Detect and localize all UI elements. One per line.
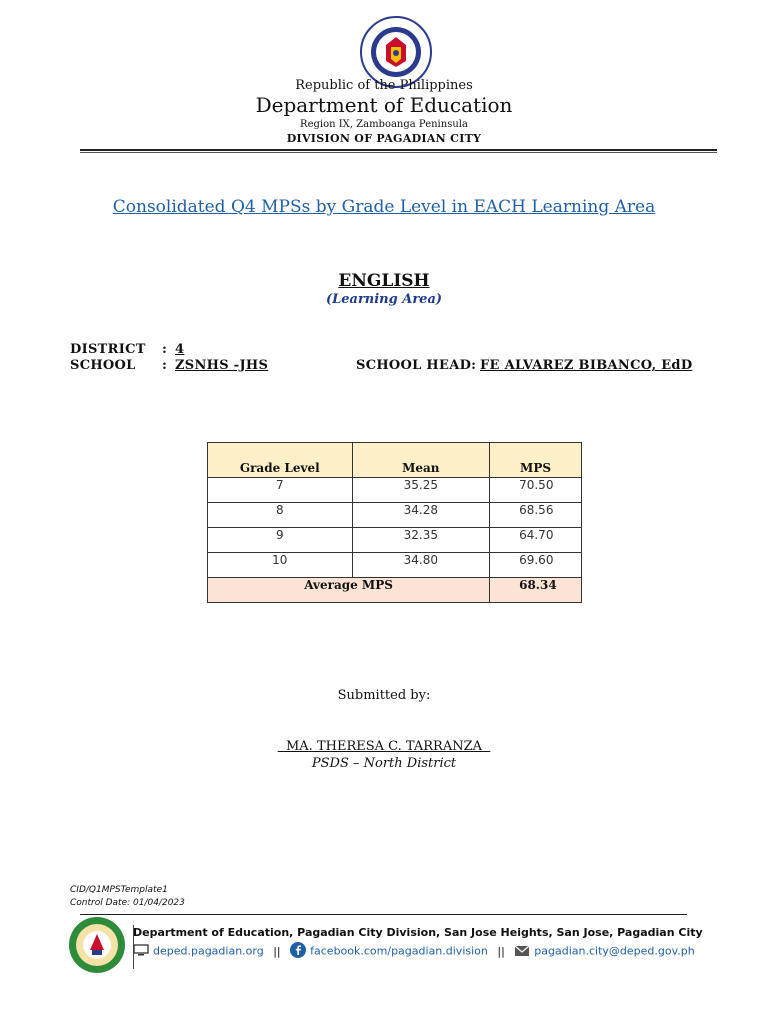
- facebook-link[interactable]: facebook.com/pagadian.division: [310, 944, 488, 958]
- cell-grade: 9: [208, 528, 353, 553]
- school-colon: :: [162, 358, 168, 373]
- learning-area-caption: (Learning Area): [325, 292, 443, 307]
- header-mps: MPS: [490, 443, 582, 478]
- cell-mean: 34.80: [352, 553, 490, 578]
- cell-grade: 10: [208, 553, 353, 578]
- average-mps-value: 68.34: [490, 578, 582, 603]
- header-divider-thin: [80, 152, 717, 153]
- footer-divider: [80, 914, 687, 915]
- cell-mean: 35.25: [352, 478, 490, 503]
- school-head-value: FE ALVAREZ BIBANCO, EdD: [480, 358, 693, 373]
- learning-area-name: ENGLISH: [338, 271, 430, 291]
- cell-mps: 68.56: [490, 503, 582, 528]
- control-date: Control Date: 01/04/2023: [70, 898, 185, 908]
- email-link[interactable]: pagadian.city@deped.gov.ph: [534, 944, 695, 958]
- monitor-icon: [133, 944, 149, 959]
- cell-grade: 8: [208, 503, 353, 528]
- footer-contacts: [133, 942, 695, 961]
- table-header-row: [208, 443, 582, 478]
- republic-line: Republic of the Philippines: [295, 78, 473, 93]
- submitted-by-label: Submitted by:: [337, 688, 431, 703]
- cell-mean: 34.28: [352, 503, 490, 528]
- table-row: [208, 553, 582, 578]
- template-code: CID/Q1MPSTemplate1: [70, 885, 168, 895]
- document-title: Consolidated Q4 MPSs by Grade Level in EACH Learning Area: [112, 197, 656, 217]
- signatory-name-text: MA. THERESA C. TARRANZA: [285, 739, 483, 754]
- cell-mps: 69.60: [490, 553, 582, 578]
- separator: ||: [497, 944, 505, 958]
- mps-table: [207, 442, 582, 603]
- department-name: Department of Education: [255, 93, 513, 117]
- website-link[interactable]: deped.pagadian.org: [153, 944, 264, 958]
- average-row: [208, 578, 582, 603]
- table-row: [208, 478, 582, 503]
- district-value: 4: [175, 342, 185, 357]
- cell-mean: 32.35: [352, 528, 490, 553]
- header-mean: Mean: [352, 443, 490, 478]
- facebook-icon: [290, 942, 306, 961]
- division-line: DIVISION OF PAGADIAN CITY: [286, 132, 482, 145]
- average-mps-label: Average MPS: [208, 578, 490, 603]
- school-head-label: SCHOOL HEAD:: [356, 358, 477, 373]
- signatory-role: PSDS – North District: [311, 756, 457, 771]
- cell-grade: 7: [208, 478, 353, 503]
- cell-mps: 64.70: [490, 528, 582, 553]
- district-colon: :: [162, 342, 168, 357]
- header-grade-level: Grade Level: [208, 443, 353, 478]
- cell-mps: 70.50: [490, 478, 582, 503]
- signatory-name: [0, 739, 768, 754]
- email-icon: [514, 943, 530, 960]
- header-divider: [80, 149, 717, 151]
- separator: ||: [273, 944, 281, 958]
- school-value: ZSNHS -JHS: [175, 358, 269, 373]
- district-label: DISTRICT: [70, 342, 146, 357]
- footer-address: Department of Education, Pagadian City Division, San Jose Heights, San Jose, Pagadian City: [133, 926, 703, 939]
- table-row: [208, 503, 582, 528]
- school-label: SCHOOL: [70, 358, 136, 373]
- region-line: Region IX, Zamboanga Peninsula: [300, 119, 468, 130]
- division-logo: [68, 916, 126, 974]
- table-row: [208, 528, 582, 553]
